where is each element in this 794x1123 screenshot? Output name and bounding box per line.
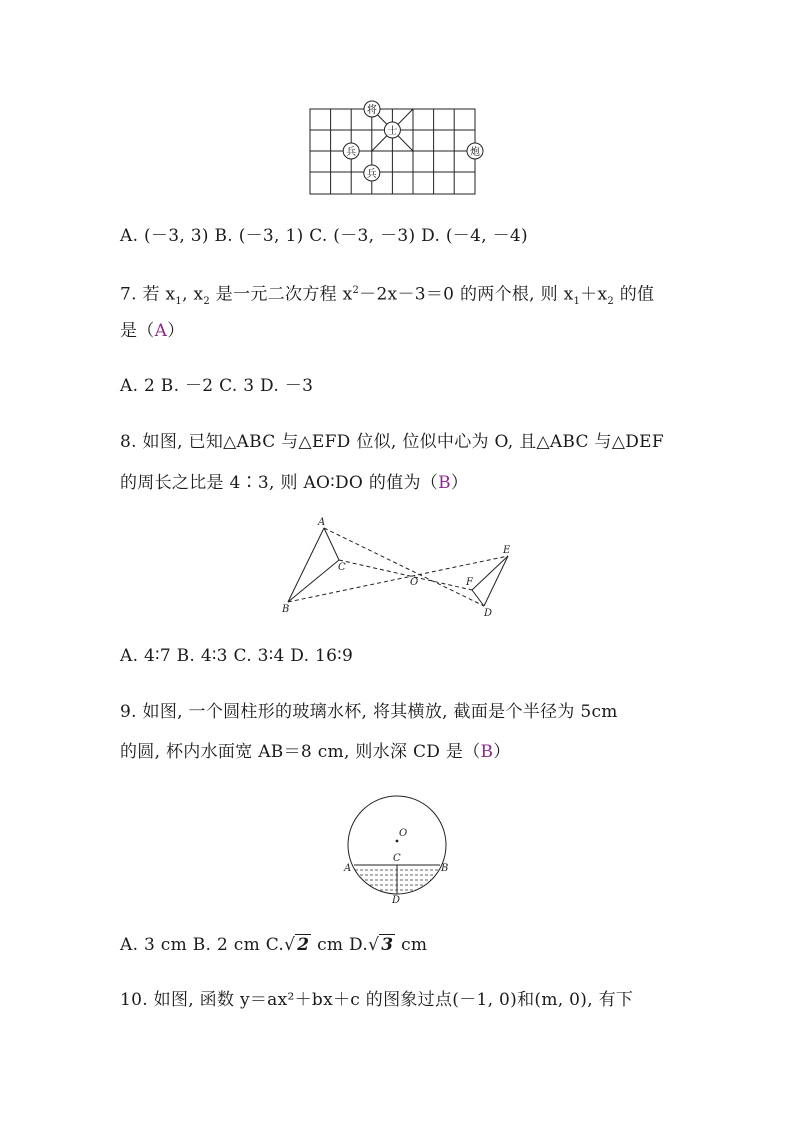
q7-options: A. 2 B. －2 C. 3 D. －3 — [120, 376, 314, 396]
svg-text:炮: 炮 — [470, 147, 480, 158]
chessboard-figure — [306, 100, 490, 198]
piece-shi — [384, 122, 400, 138]
q8-stem-line2: 的周长之比是 4∶3, 则 AO∶DO 的值为（B） — [120, 473, 469, 493]
label-O: O — [410, 577, 419, 588]
q9-stem-line1: 9. 如图, 一个圆柱形的玻璃水杯, 将其横放, 截面是个半径为 5cm — [120, 702, 618, 722]
homothety-figure — [276, 512, 526, 622]
q7-stem-line2: 是（A） — [120, 321, 185, 341]
piece-pao — [467, 143, 483, 159]
q6-options: A. (－3, 3) B. (－3, 1) C. (－3, －3) D. (－4, －4) — [120, 226, 528, 246]
label-B: B — [441, 863, 449, 874]
label-E: E — [503, 545, 511, 556]
svg-text:将: 将 — [367, 105, 377, 116]
piece-bing-left — [343, 143, 359, 159]
label-D: D — [392, 895, 401, 906]
svg-text:士: 士 — [387, 126, 398, 137]
label-A: A — [318, 517, 326, 528]
label-C: C — [338, 562, 346, 573]
piece-bing-bottom — [364, 165, 380, 181]
q8-options: A. 4∶7 B. 4∶3 C. 3∶4 D. 16∶9 — [120, 646, 354, 666]
q7-answer: A — [154, 321, 168, 341]
label-O: O — [399, 828, 408, 839]
sqrt-3: √ 3 — [368, 935, 394, 955]
q9-options: A. 3 cm B. 2 cm C.√ 2 cm D.√ 3 cm — [120, 935, 428, 955]
label-F: F — [466, 577, 473, 588]
label-C: C — [393, 853, 401, 864]
label-B: B — [282, 604, 290, 615]
q8-answer: B — [438, 473, 451, 493]
q7-stem-line1: 7. 若 $x_1$, $x_2$ 是一元二次方程 $x^2-2x-3=0$ 的两个根, 则 $x_1+x_2$ 的值 — [120, 284, 655, 308]
sqrt-2: √ 2 — [284, 935, 310, 955]
svg-text:兵: 兵 — [366, 169, 377, 180]
circle-water-figure — [340, 772, 460, 906]
q9-answer: B — [480, 742, 494, 762]
piece-jiang — [364, 101, 380, 117]
q9-stem-line2: 的圆, 杯内水面宽 AB＝8 cm, 则水深 CD 是（B） — [120, 742, 511, 762]
label-A: A — [344, 863, 352, 874]
label-D: D — [484, 608, 493, 619]
q8-stem-line1: 8. 如图, 已知△ABC 与△EFD 位似, 位似中心为 O, 且△ABC 与△DEF — [120, 432, 664, 452]
svg-text:兵: 兵 — [346, 147, 357, 158]
q10-stem-line1: 10. 如图, 函数 y＝ax²＋bx＋c 的图象过点(－1, 0)和(m, 0), 有下 — [120, 990, 634, 1010]
